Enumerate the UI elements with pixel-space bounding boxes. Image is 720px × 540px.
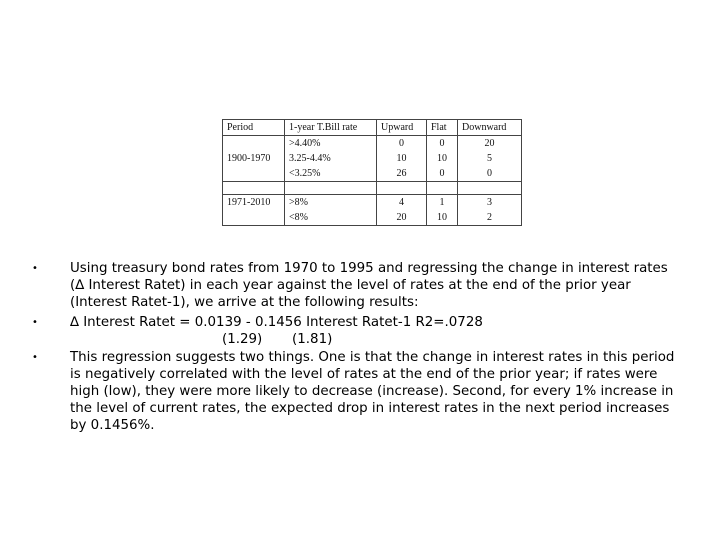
header-upward: Upward [377, 120, 427, 136]
bullet-item-formula: ∆ Interest Ratet = 0.0139 - 0.1456 Interest Ratet-1 R2=.0728 [70, 315, 483, 330]
table-spacer-row [223, 182, 522, 195]
cell-upward: 20 [377, 210, 427, 226]
cell-upward: 26 [377, 166, 427, 182]
cell-downward: 3 [458, 195, 522, 211]
cell-upward: 4 [377, 195, 427, 211]
cell-rate: >4.40% [285, 136, 377, 152]
cell-downward: 5 [458, 151, 522, 166]
table-row [223, 195, 522, 211]
header-flat: Flat [427, 120, 458, 136]
cell-upward: 10 [377, 151, 427, 166]
table-header-row [223, 120, 522, 136]
bullet-marker: • [32, 352, 38, 363]
bullet-item-conclusion: This regression suggests two things. One is that the change in interest rates in this period is negatively correlated with the level of rates at the end of the prior year; if rates were high (low), they were more likely to decrease (increase). Second, for every 1% increase in the level of current rates, the expected drop in interest rates in the next period increases by 0.1456%. [70, 350, 675, 433]
cell-downward: 0 [458, 166, 522, 182]
cell-period: 1900-1970 [223, 151, 285, 166]
rates-table-image [222, 119, 521, 228]
cell-flat: 0 [427, 166, 458, 182]
cell-flat: 1 [427, 195, 458, 211]
cell-period [223, 210, 285, 226]
cell-downward: 20 [458, 136, 522, 152]
header-rate: 1-year T.Bill rate [285, 120, 377, 136]
header-downward: Downward [458, 120, 522, 136]
cell-period [223, 166, 285, 182]
cell-period [223, 136, 285, 152]
cell-downward: 2 [458, 210, 522, 226]
table-row [223, 151, 522, 166]
cell-period: 1971-2010 [223, 195, 285, 211]
cell-rate: <3.25% [285, 166, 377, 182]
cell-rate: 3.25-4.4% [285, 151, 377, 166]
cell-rate: >8% [285, 195, 377, 211]
table-row [223, 210, 522, 226]
table-row [223, 136, 522, 152]
cell-flat: 10 [427, 210, 458, 226]
header-period: Period [223, 120, 285, 136]
cell-flat: 0 [427, 136, 458, 152]
formula-t-stats: (1.29) (1.81) [222, 332, 333, 347]
cell-upward: 0 [377, 136, 427, 152]
bullet-marker: • [32, 317, 38, 328]
bullet-item-regression-setup: Using treasury bond rates from 1970 to 1995 and regressing the change in interest rates (∆ Interest Ratet) in each year against the level of rates at the end of the prior year (Interest Ratet-1), we arrive at the following results: [70, 261, 668, 310]
cell-rate: <8% [285, 210, 377, 226]
rates-table [222, 119, 522, 226]
table-row [223, 166, 522, 182]
bullet-marker: • [32, 263, 38, 274]
cell-flat: 10 [427, 151, 458, 166]
